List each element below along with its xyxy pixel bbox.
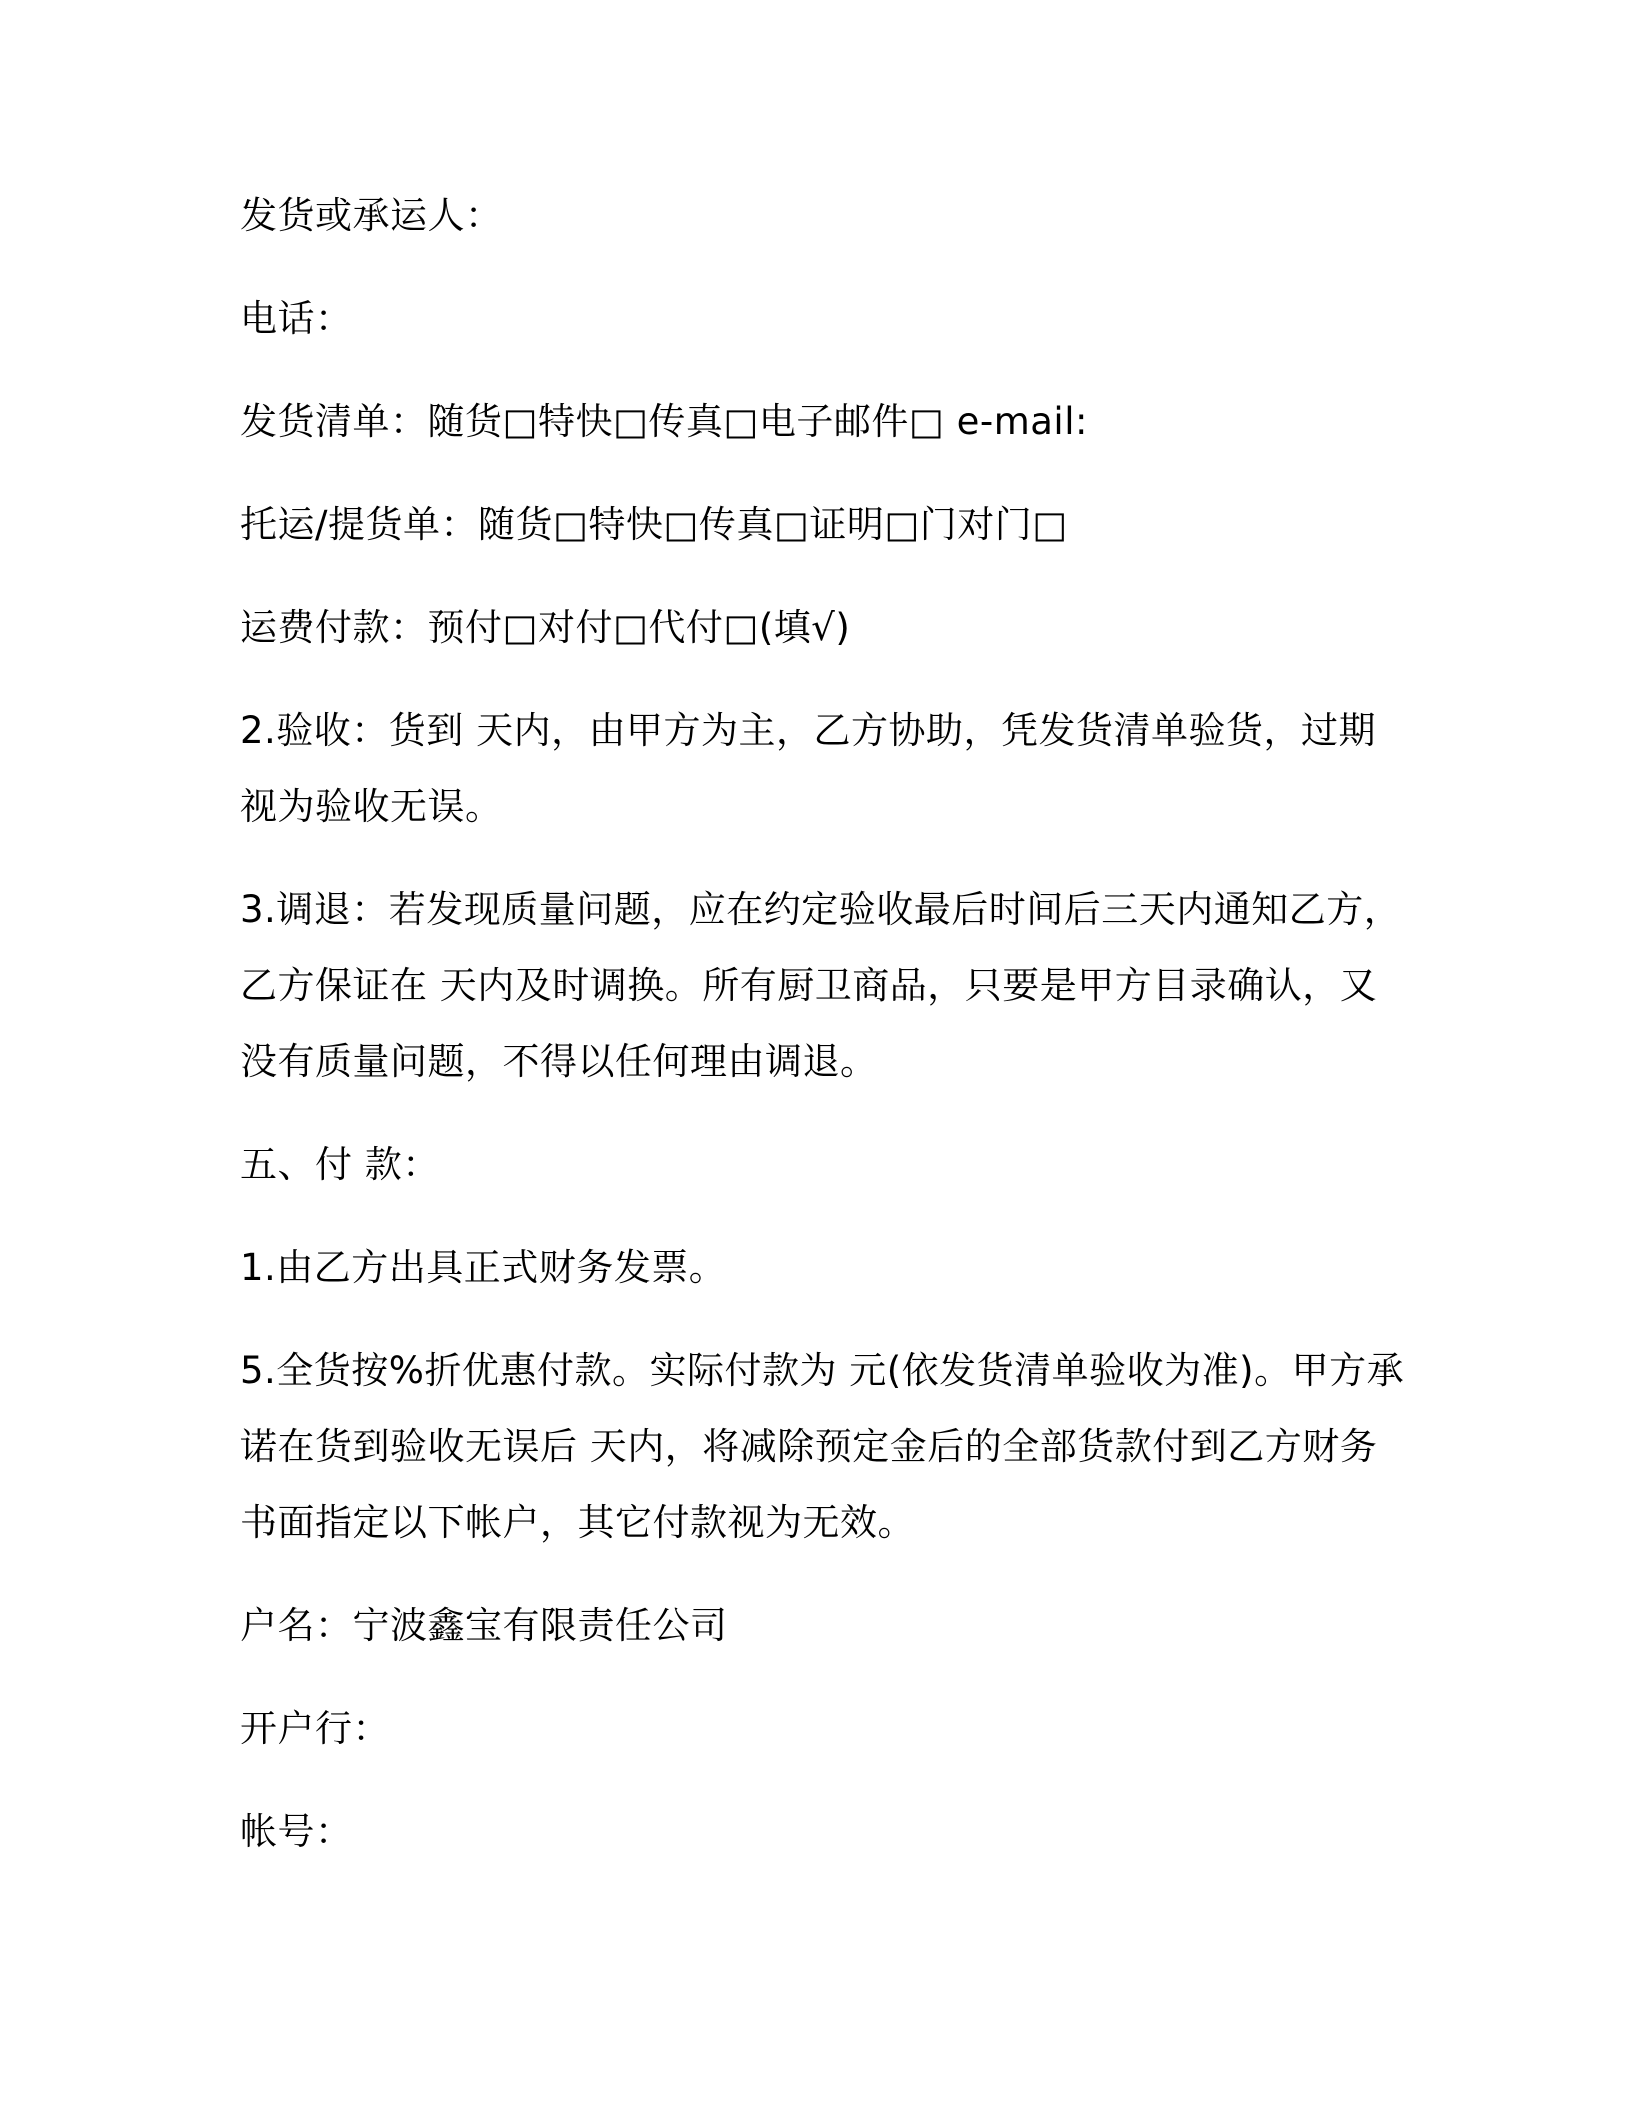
payment-paragraph-line-3: 书面指定以下帐户，其它付款视为无效。 <box>240 1501 915 1544</box>
freight-payment-line: 运费付款：预付□对付□代付□(填√) <box>240 606 851 649</box>
consignment-line: 托运/提货单：随货□特快□传真□证明□门对门□ <box>240 503 1068 546</box>
invoice-line: 1.由乙方出具正式财务发票。 <box>240 1246 727 1289</box>
section-heading-payment: 五、付 款： <box>240 1143 440 1186</box>
return-paragraph-line-2: 乙方保证在 天内及时调换。所有厨卫商品，只要是甲方目录确认，又 <box>240 964 1378 1007</box>
return-paragraph-line-1: 3.调退：若发现质量问题，应在约定验收最后时间后三天内通知乙方， <box>240 888 1402 931</box>
shipping-list-line: 发货清单：随货□特快□传真□电子邮件□ e-mail: <box>240 400 1088 443</box>
phone-label: 电话： <box>240 297 353 340</box>
acceptance-paragraph-line-2: 视为验收无误。 <box>240 785 503 828</box>
payment-paragraph-line-2: 诺在货到验收无误后 天内，将减除预定金后的全部货款付到乙方财务 <box>240 1425 1378 1468</box>
bank-line: 开户行： <box>240 1707 390 1750</box>
acceptance-paragraph-line-1: 2.验收：货到 天内，由甲方为主，乙方协助，凭发货清单验货，过期 <box>240 709 1377 752</box>
shipper-label: 发货或承运人： <box>240 194 503 237</box>
return-paragraph-line-3: 没有质量问题，不得以任何理由调退。 <box>240 1040 878 1083</box>
account-name-line: 户名：宁波鑫宝有限责任公司 <box>240 1604 728 1647</box>
account-number-line: 帐号： <box>240 1810 353 1853</box>
payment-paragraph-line-1: 5.全货按%折优惠付款。实际付款为 元(依发货清单验收为准)。甲方承 <box>240 1349 1405 1392</box>
